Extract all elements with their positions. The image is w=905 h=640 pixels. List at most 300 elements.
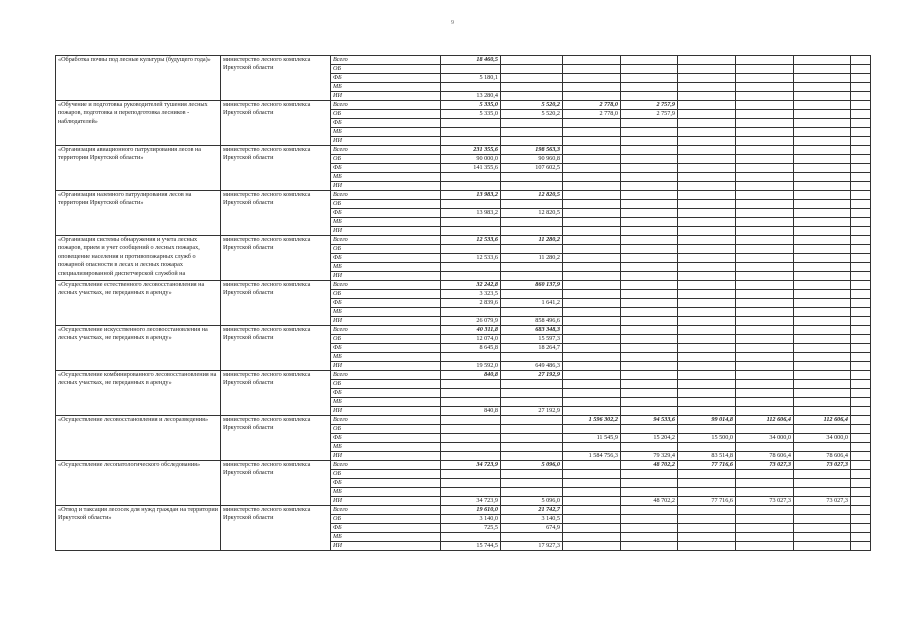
value-cell: [736, 137, 794, 146]
value-cell: [794, 479, 851, 488]
value-cell: [736, 191, 794, 200]
value-cell: 2 839,6: [441, 299, 501, 308]
funding-source: ОБ: [331, 290, 441, 299]
value-cell: 34 000,0: [736, 434, 794, 443]
value-cell: [678, 110, 736, 119]
value-cell: [851, 461, 871, 470]
value-cell: [441, 137, 501, 146]
value-cell: 683 348,3: [501, 326, 563, 335]
value-cell: [678, 479, 736, 488]
value-cell: 48 702,2: [621, 497, 678, 506]
value-cell: [678, 524, 736, 533]
value-cell: [441, 272, 501, 281]
funding-source: Всего: [331, 191, 441, 200]
value-cell: 90 000,0: [441, 155, 501, 164]
value-cell: 26 079,9: [441, 317, 501, 326]
executor: министерство лесного комплекса Иркутской области: [221, 416, 331, 461]
funding-source: МБ: [331, 398, 441, 407]
measure-name: «Обучение и подготовка руководителей тушения лесных пожаров, подготовка и переподготовка лесников - наблюдателей»: [56, 101, 221, 146]
funding-source: Всего: [331, 416, 441, 425]
value-cell: [678, 389, 736, 398]
value-cell: 13 983,2: [441, 209, 501, 218]
value-cell: [441, 479, 501, 488]
value-cell: [678, 380, 736, 389]
value-cell: [563, 308, 621, 317]
value-cell: [563, 389, 621, 398]
funding-source: ИИ: [331, 227, 441, 236]
executor: министерство лесного комплекса Иркутской области: [221, 191, 331, 236]
value-cell: [563, 479, 621, 488]
funding-source: ФБ: [331, 524, 441, 533]
value-cell: [851, 191, 871, 200]
value-cell: [563, 533, 621, 542]
value-cell: [678, 281, 736, 290]
executor: министерство лесного комплекса Иркутской области: [221, 506, 331, 551]
value-cell: [851, 254, 871, 263]
value-cell: [851, 308, 871, 317]
value-cell: 3 140,0: [441, 515, 501, 524]
value-cell: [851, 389, 871, 398]
value-cell: 2 757,9: [621, 110, 678, 119]
value-cell: [851, 173, 871, 182]
value-cell: [621, 533, 678, 542]
value-cell: [736, 335, 794, 344]
value-cell: 83 514,8: [678, 452, 736, 461]
value-cell: [621, 128, 678, 137]
value-cell: [736, 317, 794, 326]
funding-source: ОБ: [331, 380, 441, 389]
value-cell: [851, 362, 871, 371]
value-cell: [563, 200, 621, 209]
value-cell: 73 027,3: [736, 461, 794, 470]
value-cell: 77 716,6: [678, 497, 736, 506]
value-cell: [794, 344, 851, 353]
value-cell: [851, 380, 871, 389]
value-cell: [563, 488, 621, 497]
value-cell: [794, 83, 851, 92]
value-cell: [563, 182, 621, 191]
value-cell: [678, 515, 736, 524]
value-cell: [794, 254, 851, 263]
value-cell: [678, 425, 736, 434]
value-cell: 19 610,0: [441, 506, 501, 515]
funding-source: Всего: [331, 56, 441, 65]
value-cell: 15 500,0: [678, 434, 736, 443]
value-cell: 5 520,2: [501, 110, 563, 119]
value-cell: [563, 119, 621, 128]
value-cell: [736, 470, 794, 479]
value-cell: [621, 74, 678, 83]
value-cell: [678, 65, 736, 74]
value-cell: [501, 443, 563, 452]
value-cell: [736, 443, 794, 452]
value-cell: [441, 65, 501, 74]
value-cell: [678, 443, 736, 452]
value-cell: [563, 245, 621, 254]
value-cell: [678, 101, 736, 110]
value-cell: [851, 371, 871, 380]
value-cell: [621, 407, 678, 416]
value-cell: 27 192,9: [501, 407, 563, 416]
value-cell: [678, 254, 736, 263]
value-cell: [851, 497, 871, 506]
value-cell: [501, 137, 563, 146]
value-cell: [621, 353, 678, 362]
value-cell: [794, 443, 851, 452]
value-cell: 48 702,2: [621, 461, 678, 470]
value-cell: [736, 326, 794, 335]
value-cell: [736, 155, 794, 164]
value-cell: [736, 227, 794, 236]
value-cell: [678, 209, 736, 218]
value-cell: [794, 191, 851, 200]
value-cell: [736, 407, 794, 416]
executor: министерство лесного комплекса Иркутской области: [221, 326, 331, 371]
value-cell: [678, 272, 736, 281]
value-cell: [501, 434, 563, 443]
value-cell: [851, 407, 871, 416]
value-cell: [736, 515, 794, 524]
value-cell: [621, 173, 678, 182]
value-cell: [851, 128, 871, 137]
value-cell: [736, 479, 794, 488]
value-cell: [736, 209, 794, 218]
value-cell: [794, 281, 851, 290]
value-cell: [794, 218, 851, 227]
executor: министерство лесного комплекса Иркутской области: [221, 371, 331, 416]
value-cell: [794, 92, 851, 101]
value-cell: [501, 488, 563, 497]
value-cell: 15 204,2: [621, 434, 678, 443]
executor: министерство лесного комплекса Иркутской области: [221, 101, 331, 146]
value-cell: [678, 308, 736, 317]
value-cell: [501, 308, 563, 317]
value-cell: [441, 128, 501, 137]
value-cell: [736, 506, 794, 515]
value-cell: [678, 326, 736, 335]
value-cell: 19 592,0: [441, 362, 501, 371]
value-cell: [621, 380, 678, 389]
value-cell: [621, 281, 678, 290]
value-cell: 12 820,5: [501, 209, 563, 218]
value-cell: [563, 425, 621, 434]
funding-source: ОБ: [331, 335, 441, 344]
value-cell: [563, 335, 621, 344]
value-cell: [441, 353, 501, 362]
value-cell: [563, 128, 621, 137]
value-cell: [794, 515, 851, 524]
value-cell: [563, 191, 621, 200]
value-cell: [441, 308, 501, 317]
value-cell: [851, 452, 871, 461]
funding-source: ОБ: [331, 110, 441, 119]
value-cell: [736, 110, 794, 119]
value-cell: [441, 488, 501, 497]
value-cell: [621, 83, 678, 92]
value-cell: [678, 335, 736, 344]
value-cell: 1 596 302,2: [563, 416, 621, 425]
value-cell: [736, 389, 794, 398]
value-cell: [736, 173, 794, 182]
value-cell: [501, 173, 563, 182]
value-cell: [794, 263, 851, 272]
value-cell: [851, 245, 871, 254]
value-cell: [736, 299, 794, 308]
funding-source: МБ: [331, 308, 441, 317]
value-cell: [678, 146, 736, 155]
value-cell: [794, 245, 851, 254]
value-cell: 11 280,2: [501, 236, 563, 245]
value-cell: [441, 425, 501, 434]
value-cell: [563, 263, 621, 272]
value-cell: [621, 317, 678, 326]
value-cell: [794, 209, 851, 218]
value-cell: [621, 443, 678, 452]
value-cell: [563, 353, 621, 362]
value-cell: [441, 119, 501, 128]
funding-source: ИИ: [331, 317, 441, 326]
funding-source: ФБ: [331, 299, 441, 308]
value-cell: 17 927,3: [501, 542, 563, 551]
value-cell: [851, 218, 871, 227]
value-cell: [678, 533, 736, 542]
value-cell: 231 355,6: [441, 146, 501, 155]
value-cell: [563, 542, 621, 551]
value-cell: 34 723,9: [441, 461, 501, 470]
value-cell: [563, 506, 621, 515]
funding-source: ОБ: [331, 515, 441, 524]
value-cell: [851, 299, 871, 308]
value-cell: [851, 425, 871, 434]
funding-source: ФБ: [331, 479, 441, 488]
value-cell: [736, 263, 794, 272]
value-cell: [563, 146, 621, 155]
value-cell: 12 820,5: [501, 191, 563, 200]
value-cell: [563, 236, 621, 245]
value-cell: [441, 452, 501, 461]
value-cell: [501, 479, 563, 488]
funding-source: Всего: [331, 326, 441, 335]
value-cell: 11 280,2: [501, 254, 563, 263]
value-cell: 78 606,4: [794, 452, 851, 461]
value-cell: [736, 380, 794, 389]
value-cell: [563, 209, 621, 218]
value-cell: [794, 272, 851, 281]
value-cell: [851, 137, 871, 146]
funding-source: ИИ: [331, 407, 441, 416]
value-cell: [794, 407, 851, 416]
funding-source: ФБ: [331, 344, 441, 353]
value-cell: [794, 380, 851, 389]
value-cell: [563, 164, 621, 173]
value-cell: [621, 308, 678, 317]
value-cell: [621, 182, 678, 191]
value-cell: [678, 227, 736, 236]
value-cell: 18 264,7: [501, 344, 563, 353]
value-cell: [794, 326, 851, 335]
value-cell: [621, 371, 678, 380]
value-cell: [851, 479, 871, 488]
value-cell: [678, 236, 736, 245]
value-cell: [736, 533, 794, 542]
value-cell: [678, 263, 736, 272]
value-cell: [794, 74, 851, 83]
value-cell: [621, 119, 678, 128]
value-cell: [501, 245, 563, 254]
value-cell: 1 641,2: [501, 299, 563, 308]
value-cell: [441, 182, 501, 191]
value-cell: [501, 227, 563, 236]
value-cell: [441, 83, 501, 92]
value-cell: [851, 74, 871, 83]
value-cell: [621, 236, 678, 245]
executor: министерство лесного комплекса Иркутской области: [221, 146, 331, 191]
value-cell: [794, 155, 851, 164]
value-cell: [563, 65, 621, 74]
measure-name: «Отвод и таксация лесосек для нужд граждан на территории Иркутской области»: [56, 506, 221, 551]
value-cell: [621, 263, 678, 272]
value-cell: [794, 137, 851, 146]
value-cell: [851, 110, 871, 119]
value-cell: [678, 488, 736, 497]
value-cell: [851, 101, 871, 110]
value-cell: [851, 146, 871, 155]
measure-name: «Организация наземного патрулирования лесов на территории Иркутской области»: [56, 191, 221, 236]
value-cell: 8 645,8: [441, 344, 501, 353]
value-cell: [441, 398, 501, 407]
value-cell: [678, 128, 736, 137]
funding-source: МБ: [331, 173, 441, 182]
value-cell: [563, 497, 621, 506]
value-cell: [736, 236, 794, 245]
value-cell: [621, 290, 678, 299]
value-cell: [678, 173, 736, 182]
value-cell: [563, 155, 621, 164]
funding-source: ИИ: [331, 452, 441, 461]
value-cell: [501, 119, 563, 128]
value-cell: [794, 173, 851, 182]
value-cell: 99 014,8: [678, 416, 736, 425]
value-cell: [501, 65, 563, 74]
value-cell: [563, 290, 621, 299]
value-cell: [563, 227, 621, 236]
value-cell: [563, 83, 621, 92]
funding-source: МБ: [331, 488, 441, 497]
table-row: [56, 326, 871, 335]
funding-source: ОБ: [331, 155, 441, 164]
value-cell: 94 533,6: [621, 416, 678, 425]
value-cell: [501, 218, 563, 227]
value-cell: [678, 353, 736, 362]
funding-source: ФБ: [331, 254, 441, 263]
value-cell: [501, 56, 563, 65]
value-cell: [441, 218, 501, 227]
value-cell: 198 563,3: [501, 146, 563, 155]
value-cell: [736, 542, 794, 551]
budget-table: [55, 55, 871, 551]
value-cell: [851, 182, 871, 191]
value-cell: [563, 173, 621, 182]
value-cell: [794, 101, 851, 110]
value-cell: [736, 245, 794, 254]
value-cell: [736, 92, 794, 101]
value-cell: 27 192,9: [501, 371, 563, 380]
value-cell: [678, 407, 736, 416]
value-cell: [678, 218, 736, 227]
value-cell: [851, 119, 871, 128]
value-cell: [621, 56, 678, 65]
value-cell: [736, 254, 794, 263]
value-cell: [563, 326, 621, 335]
value-cell: [736, 362, 794, 371]
table-row: [56, 371, 871, 380]
value-cell: 840,8: [441, 371, 501, 380]
value-cell: [563, 56, 621, 65]
funding-source: Всего: [331, 236, 441, 245]
funding-source: ОБ: [331, 470, 441, 479]
value-cell: [794, 389, 851, 398]
table-row: [56, 191, 871, 200]
value-cell: 5 180,1: [441, 74, 501, 83]
executor: министерство лесного комплекса Иркутской области: [221, 281, 331, 326]
value-cell: [563, 254, 621, 263]
value-cell: 674,9: [501, 524, 563, 533]
value-cell: [794, 146, 851, 155]
table-row: [56, 281, 871, 290]
value-cell: [621, 506, 678, 515]
value-cell: 78 606,4: [736, 452, 794, 461]
funding-source: ФБ: [331, 164, 441, 173]
funding-source: Всего: [331, 281, 441, 290]
value-cell: [851, 92, 871, 101]
value-cell: 77 716,6: [678, 461, 736, 470]
value-cell: 79 329,4: [621, 452, 678, 461]
value-cell: 2 778,0: [563, 101, 621, 110]
value-cell: [736, 119, 794, 128]
value-cell: [441, 434, 501, 443]
value-cell: [794, 335, 851, 344]
value-cell: [736, 83, 794, 92]
value-cell: [794, 488, 851, 497]
value-cell: [441, 443, 501, 452]
funding-source: ИИ: [331, 92, 441, 101]
value-cell: [563, 362, 621, 371]
value-cell: 860 137,9: [501, 281, 563, 290]
value-cell: [678, 470, 736, 479]
measure-name: «Организация системы обнаружения и учета лесных пожаров, прием и учет сообщений о лесных пожарах, оповещение населения и противопожарных служб о пожарной опасности в лесах и лесных пожарах специализированной диспетчерской службой на: [56, 236, 221, 281]
measure-name: «Осуществление искусственного лесовосстановления на лесных участках, не переданных в аренду»: [56, 326, 221, 371]
value-cell: 107 602,5: [501, 164, 563, 173]
value-cell: [441, 245, 501, 254]
value-cell: [501, 92, 563, 101]
value-cell: [851, 155, 871, 164]
value-cell: [563, 443, 621, 452]
executor: министерство лесного комплекса Иркутской области: [221, 461, 331, 506]
value-cell: 18 460,5: [441, 56, 501, 65]
table-row: [56, 461, 871, 470]
value-cell: [736, 101, 794, 110]
value-cell: [851, 290, 871, 299]
table-row: [56, 146, 871, 155]
executor: министерство лесного комплекса Иркутской области: [221, 56, 331, 101]
funding-source: ОБ: [331, 65, 441, 74]
value-cell: [794, 164, 851, 173]
value-cell: [621, 164, 678, 173]
measure-name: «Осуществление комбинированного лесовосстановления на лесных участках, не переданных в аренду»: [56, 371, 221, 416]
funding-source: ФБ: [331, 209, 441, 218]
value-cell: [563, 137, 621, 146]
value-cell: [736, 200, 794, 209]
